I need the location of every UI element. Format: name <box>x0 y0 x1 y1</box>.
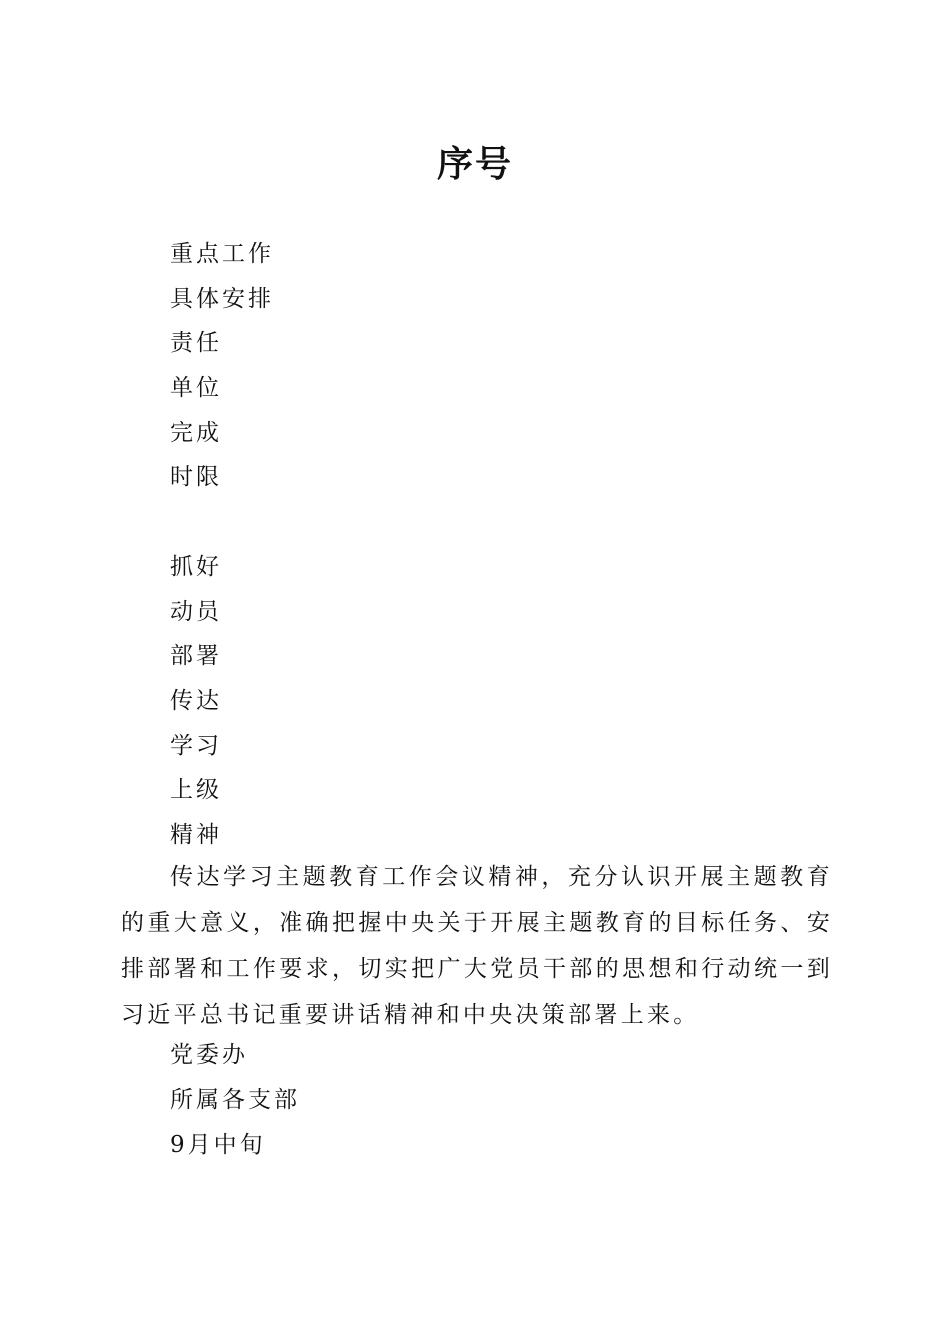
header-item-key-work: 重点工作 <box>170 241 274 267</box>
page-title: 序号 <box>436 144 513 185</box>
blank-line <box>170 500 274 545</box>
row-item: 部署 <box>170 643 222 670</box>
responsible-unit: 所属各支部 <box>170 1087 300 1113</box>
header-item-complete: 完成 <box>170 419 222 446</box>
row-item: 传达 <box>170 687 222 714</box>
body-paragraph: 传达学习主题教育工作会议精神，充分认识开展主题教育的重大意义，准确把握中央关于开展主题教育的目标任务、安排部署和工作要求，切实把广大党员干部的思想和行动统一到习近平总书记重要讲话精神和中央决策部署上来。 <box>121 864 833 1028</box>
header-item-unit: 单位 <box>170 375 222 402</box>
assignment-info <box>170 1033 300 1168</box>
responsible-office: 党委办 <box>170 1042 248 1068</box>
row-item: 抓好 <box>170 553 222 580</box>
row-item: 学习 <box>170 732 222 759</box>
row-item: 动员 <box>170 598 222 625</box>
deadline-value: 9月中旬 <box>170 1132 266 1158</box>
row-item: 上级 <box>170 777 222 804</box>
row-item: 精神 <box>170 821 222 848</box>
header-item-deadline: 时限 <box>170 464 222 491</box>
header-item-arrangement: 具体安排 <box>170 285 274 312</box>
header-list <box>170 232 274 858</box>
header-item-responsibility: 责任 <box>170 330 222 357</box>
